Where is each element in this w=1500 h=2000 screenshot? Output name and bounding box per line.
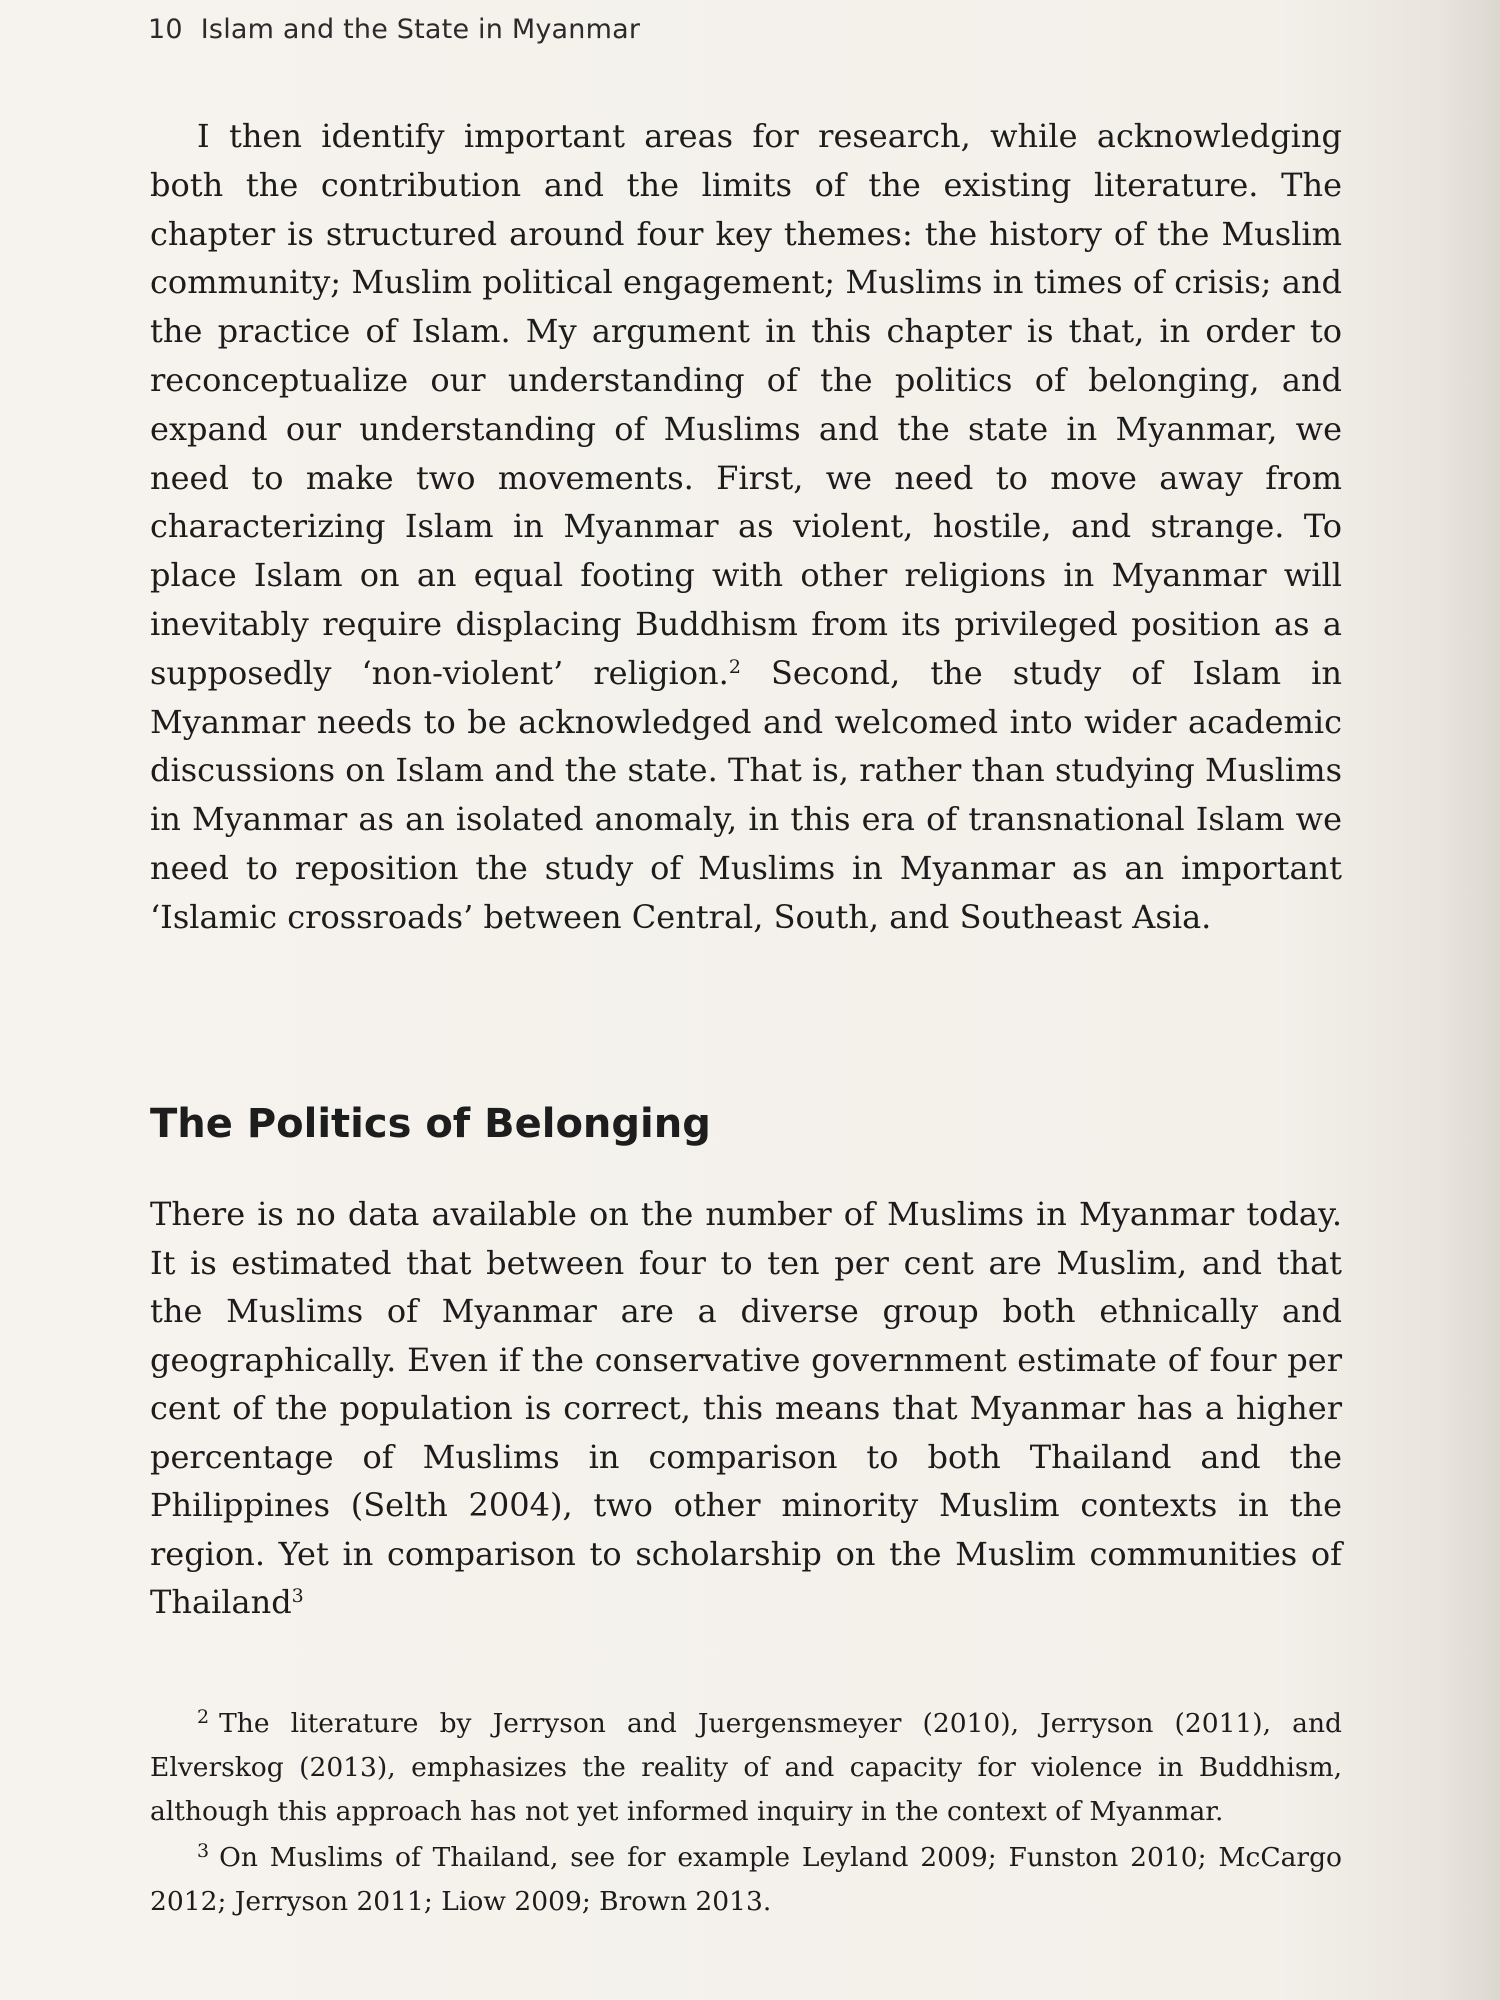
footnote-2 xyxy=(150,1702,1342,1834)
footnote-2-text: The literature by Jerryson and Juergensmeyer (2010), Jerryson (2011), and Elverskog (2013), emphasizes the reality of and capacity for violence in Buddhism, although this approach has not yet informed inquiry in the context of Myanmar. xyxy=(150,1708,1342,1827)
footnote-3 xyxy=(150,1836,1342,1924)
section-paragraph-text: There is no data available on the number of Muslims in Myanmar today. It is estimated that between four to ten per cent are Muslim, and that the Muslims of Myanmar are a diverse group both ethnically and geographically. Even if the conservative government estimate of four per cent of the population is correct, this means that Myanmar has a higher percentage of Muslims in comparison to both Thailand and the Philippines (Selth 2004), two other minority Muslim contexts in the region. Yet in comparison to scholarship on the Muslim communities of Thailand xyxy=(150,1195,1342,1621)
footnotes xyxy=(150,1702,1342,1926)
footnote-ref-3[interactable]: 3 xyxy=(291,1585,304,1607)
footnote-ref-2[interactable]: 2 xyxy=(728,655,741,678)
intro-text-part-1: I then identify important areas for research, while acknowledging both the contribution and the limits of the existing literature. The chapter is structured around four key themes: the history of the Muslim community; Muslim political engagement; Muslims in times of crisis; and the practice of Islam. My argument in this chapter is that, in order to reconceptualize our understanding of the politics of belonging, and expand our understanding of Muslims and the state in Myanmar, we need to make two movements. First, we need to move away from characterizing Islam in Myanmar as violent, hostile, and strange. To place Islam on an equal footing with other religions in Myanmar will inevitably require displacing Buddhism from its privileged position as a supposedly ‘non-violent’ religion. xyxy=(150,117,1342,692)
section-heading: The Politics of Belonging xyxy=(150,1101,711,1147)
page-number: 10 xyxy=(148,14,183,45)
footnote-3-marker: 3 xyxy=(197,1840,210,1862)
section-paragraph xyxy=(150,1190,1342,1627)
running-head-title: Islam and the State in Myanmar xyxy=(200,14,641,45)
intro-text-part-2: Second, the study of Islam in Myanmar needs to be acknowledged and welcomed into wider academic discussions on Islam and the state. That is, rather than studying Muslims in Myanmar as an isolated anomaly, in this era of transnational Islam we need to reposition the study of Muslims in Myanmar as an important ‘Islamic crossroads’ between Central, South, and Southeast Asia. xyxy=(150,653,1342,936)
footnote-3-text: On Muslims of Thailand, see for example Leyland 2009; Funston 2010; McCargo 2012; Jerryson 2011; Liow 2009; Brown 2013. xyxy=(150,1842,1342,1917)
running-head xyxy=(148,14,640,45)
intro-paragraph xyxy=(150,112,1342,942)
footnote-2-marker: 2 xyxy=(197,1706,210,1728)
